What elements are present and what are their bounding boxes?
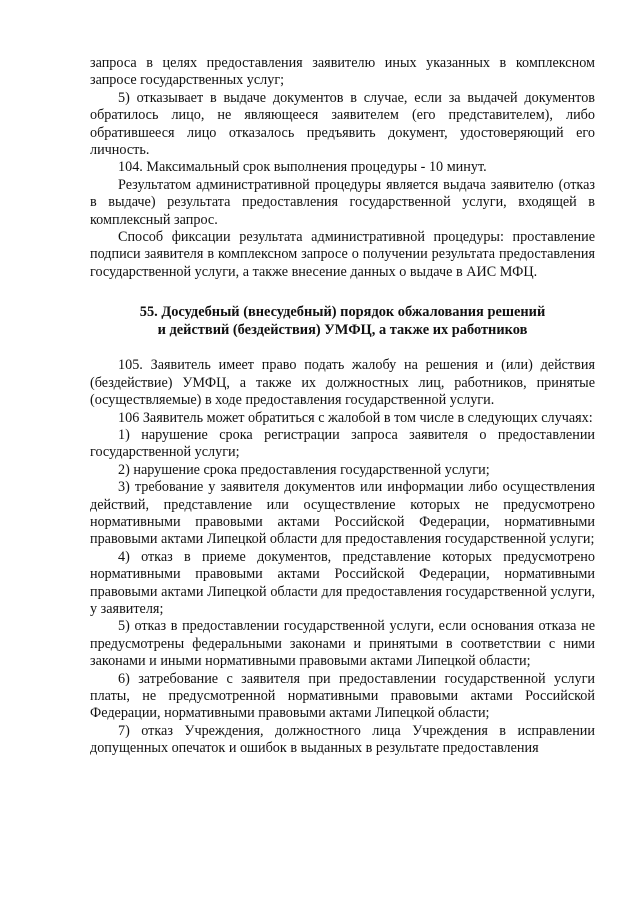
section-heading — [90, 303, 595, 339]
paragraph-item-5-refusal: 5) отказывает в выдаче документов в случае, если за выдачей документов обратилось лицо, не являющееся заявителем (его представителем), либо обратившееся лицо отказалось предъявить документ, удостоверяющий его личность. — [90, 89, 595, 159]
section-heading-line-2: и действий (бездействия) УМФЦ, а также их работников — [157, 322, 528, 339]
paragraph-104: 104. Максимальный срок выполнения процедуры - 10 минут. — [118, 159, 487, 176]
list-item-7: 7) отказ Учреждения, должностного лица Учреждения в исправлении допущенных опечаток и ошибок в выданных в результате предоставления — [90, 722, 595, 757]
list-item-5: 5) отказ в предоставлении государственной услуги, если основания отказа не предусмотрены федеральными законами и принятыми в соответствии с ними законами и иными нормативными правовыми актами Липецкой области; — [90, 618, 595, 670]
list-item-2: 2) нарушение срока предоставления государственной услуги; — [118, 461, 490, 478]
paragraph-continuation: запроса в целях предоставления заявителю иных указанных в комплексном запросе государственных услуг; — [90, 55, 595, 89]
paragraph-fixation: Способ фиксации результата административной процедуры: проставление подписи заявителя в комплексном запросе о получении результата предоставления государственной услуги, а также внесение данных о выдаче в АИС МФЦ. — [90, 229, 595, 280]
list-item-1: 1) нарушение срока регистрации запроса заявителя о предоставлении государственной услуги; — [90, 426, 595, 461]
section-heading-line-1: 55. Досудебный (внесудебный) порядок обжалования решений — [139, 304, 546, 321]
paragraph-106: 106 Заявитель может обратиться с жалобой в том числе в следующих случаях: — [118, 409, 593, 426]
paragraph-105: 105. Заявитель имеет право подать жалобу на решения и (или) действия (бездействие) УМФЦ, а также их должностных лиц, работников, принятые (осуществляемые) в ходе предоставления государственной услуги. — [90, 357, 595, 409]
list-item-6: 6) затребование с заявителя при предоставлении государственной услуги платы, не предусмотренной нормативными правовыми актами Российской Федерации, нормативными правовыми актами Липецкой области; — [90, 670, 595, 722]
paragraph-result: Результатом административной процедуры является выдача заявителю (отказ в выдаче) результата предоставления государственной услуги, входящей в комплексный запрос. — [90, 176, 595, 228]
list-item-3: 3) требование у заявителя документов или информации либо осуществления действий, представление или осуществление которых не предусмотрено нормативными правовыми актами Российской Федерации, нормативными правовыми актами Липецкой области для предоставления государственной услуги; — [90, 479, 595, 548]
list-item-4: 4) отказ в приеме документов, представление которых предусмотрено нормативными правовыми актами Российской Федерации, нормативными правовыми актами Липецкой области для предоставления государственной услуги, у заявителя; — [90, 548, 595, 617]
